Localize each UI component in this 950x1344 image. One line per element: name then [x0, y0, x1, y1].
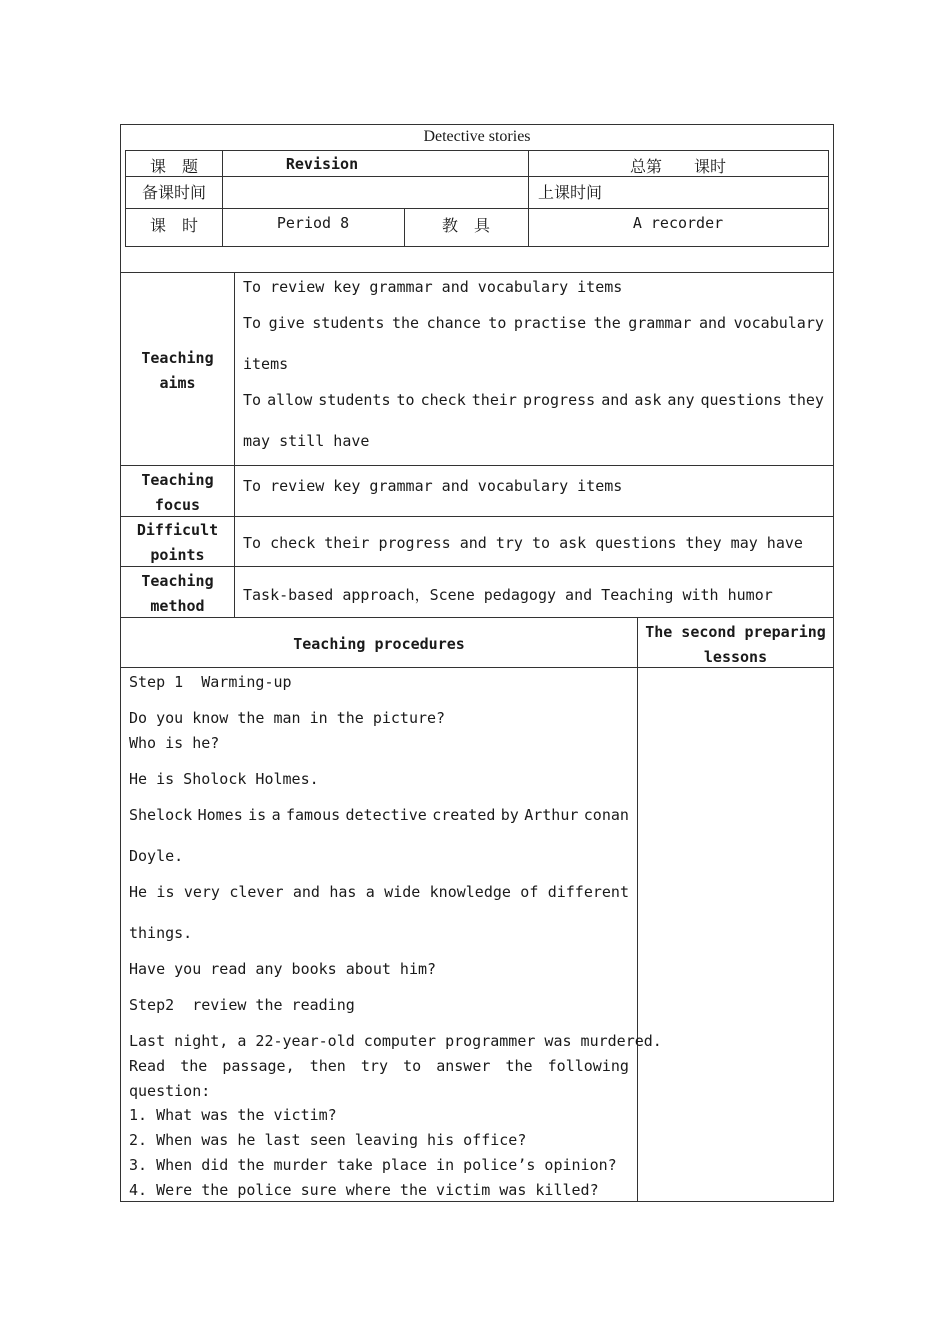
word: of [520, 883, 539, 901]
aims-text: may still have [243, 432, 370, 450]
row-line [121, 465, 833, 466]
word: then [309, 1057, 346, 1075]
column-line [637, 617, 638, 1201]
word: has [329, 883, 357, 901]
word: To [243, 314, 262, 332]
procedure-line: question: [129, 1082, 211, 1100]
question-item: 1. What was the victim? [129, 1106, 337, 1124]
procedure-line: Do you know the man in the picture? [129, 709, 446, 727]
word: to [488, 314, 507, 332]
word: knowledge [429, 883, 511, 901]
word: the [505, 1057, 533, 1075]
difficult-label: points [150, 546, 205, 564]
header-line [125, 208, 829, 209]
word: and [698, 314, 727, 332]
word: questions [700, 391, 782, 409]
focus-text: To review key grammar and vocabulary items [243, 477, 623, 495]
word: grammar [628, 314, 692, 332]
word: clever [229, 883, 284, 901]
word: vocabulary [733, 314, 824, 332]
word: wide [384, 883, 421, 901]
header-line [125, 150, 829, 151]
word: ask [634, 391, 662, 409]
row-line [121, 617, 833, 618]
column-line [234, 272, 235, 617]
word: by [500, 806, 519, 824]
aims-text [243, 391, 824, 409]
second-preparing-header: The second preparing [645, 623, 826, 641]
header-line [125, 246, 829, 247]
word: Arthur [524, 806, 579, 824]
procedure-line [129, 806, 629, 824]
procedure-line [129, 1057, 629, 1075]
word: Homes [197, 806, 243, 824]
word: following [547, 1057, 629, 1075]
aids-label: 教 具 [441, 218, 490, 235]
word: a [365, 883, 375, 901]
word: is [156, 883, 175, 901]
topic-label: 课 题 [149, 159, 198, 176]
procedure-line: Step 1 Warming-up [129, 673, 292, 691]
word: and [601, 391, 629, 409]
header-line [828, 150, 829, 247]
word: the [593, 314, 621, 332]
word: Shelock [129, 806, 193, 824]
word: chance [426, 314, 481, 332]
word: answer [436, 1057, 491, 1075]
row-line [121, 516, 833, 517]
word: is [248, 806, 267, 824]
difficult-label: Difficult [136, 521, 219, 539]
word: to [403, 1057, 422, 1075]
word: conan [583, 806, 629, 824]
word: the [391, 314, 420, 332]
aids-value: A recorder [632, 214, 724, 232]
word: students [318, 391, 391, 409]
word: any [667, 391, 695, 409]
word: students [312, 314, 385, 332]
word: He [129, 883, 148, 901]
focus-label: Teaching [141, 471, 214, 489]
word: allow [267, 391, 313, 409]
word: created [432, 806, 496, 824]
word: progress [522, 391, 596, 409]
topic-value: Revision [285, 155, 359, 173]
word: give [268, 314, 305, 332]
row-line [121, 667, 833, 668]
row-line [121, 566, 833, 567]
procedure-line: Doyle. [129, 847, 184, 865]
procedure-line [129, 883, 629, 901]
second-preparing-header: lessons [703, 648, 768, 666]
period-value: Period 8 [276, 214, 350, 232]
word: very [183, 883, 220, 901]
procedure-line: Who is he? [129, 734, 220, 752]
word: their [471, 391, 517, 409]
method-label: method [150, 597, 205, 615]
procedures-header: Teaching procedures [293, 635, 465, 653]
procedure-line: Last night, a 22-year-old computer programmer was murdered. [129, 1032, 662, 1050]
word: different [547, 883, 629, 901]
word: detective [345, 806, 427, 824]
word: and [292, 883, 320, 901]
word: famous [285, 806, 341, 824]
aims-label: Teaching [141, 349, 214, 367]
total-lessons-label: 总第 课时 [629, 159, 726, 176]
aims-text: items [243, 355, 289, 373]
word: To [243, 391, 262, 409]
procedure-line: Step2 review the reading [129, 996, 355, 1014]
focus-label: focus [154, 496, 201, 514]
difficult-text: To check their progress and try to ask questions they may have [243, 534, 803, 552]
word: try [360, 1057, 388, 1075]
word: passage, [222, 1057, 295, 1075]
word: they [787, 391, 824, 409]
class-time-label: 上课时间 [538, 185, 603, 202]
word: to [396, 391, 415, 409]
word: Read [129, 1057, 166, 1075]
question-item: 4. Were the police sure where the victim was killed? [129, 1181, 599, 1199]
method-label: Teaching [141, 572, 214, 590]
word: check [420, 391, 466, 409]
word: practise [513, 314, 587, 332]
aims-label: aims [159, 374, 196, 392]
method-text: Task-based approach，Scene pedagogy and Teaching with humor [243, 586, 773, 604]
procedure-line: Have you read any books about him? [129, 960, 437, 978]
procedure-line: He is Sholock Holmes. [129, 770, 319, 788]
word: a [271, 806, 281, 824]
row-line [121, 272, 833, 273]
question-item: 2. When was he last seen leaving his office? [129, 1131, 527, 1149]
word: the [180, 1057, 208, 1075]
document-title: Detective stories [423, 128, 531, 145]
aims-text: To review key grammar and vocabulary items [243, 278, 623, 296]
aims-text [243, 314, 824, 332]
prep-time-label: 备课时间 [142, 185, 207, 202]
procedure-line: things. [129, 924, 193, 942]
question-item: 3. When did the murder take place in police’s opinion? [129, 1156, 617, 1174]
period-label: 课 时 [149, 218, 198, 235]
